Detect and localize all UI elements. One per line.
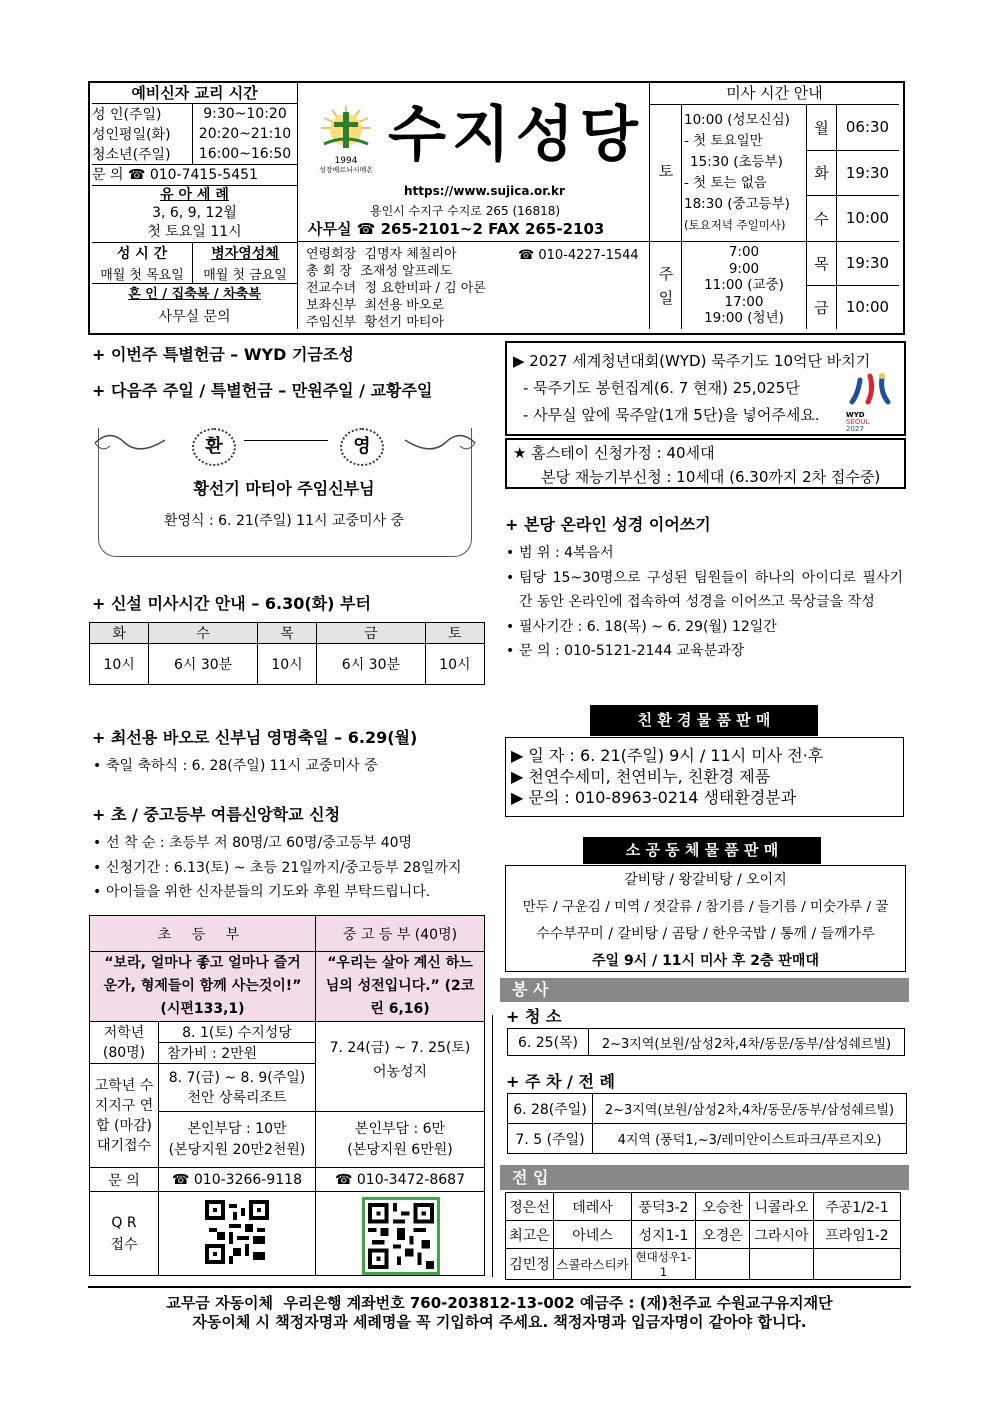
new-mass-title: + 신설 미사시간 안내 – 6.30(화) 부터 (92, 594, 371, 613)
list-item: • 필사기간 : 6. 18(목) ~ 6. 29(월) 12일간 (503, 615, 903, 640)
homestay-line: ★ 홈스테이 신청가정 : 40세대 (513, 444, 715, 462)
mass-title: 미사 시간 안내 (650, 83, 899, 105)
schedule-time: 9:30~10:20 (203, 106, 287, 122)
bible-title: + 본당 온라인 성경 이어쓰기 (505, 515, 711, 534)
wedding-contact: 사무실 문의 (158, 309, 231, 325)
staff-row: 전교수녀 정 요한비파 / 김 아론 (306, 281, 486, 296)
schedule-label: 청소년(주일) (92, 144, 193, 164)
baptism-months: 3, 6, 9, 12월 (152, 205, 237, 221)
homestay-line: 본당 재능기부신청 : 10세대 (6.30까지 2차 접수중) (541, 468, 881, 486)
camp-table: 초 등 부 중 고 등 부 (40명) “보라, 얼마나 좋고 얼마나 즐거운가, 형제들이 함께 사는것이!” (시편133,1) “우리는 살아 계신 하느님의 성전입니다.” (2코린 6,16) 저학년 (80명) 8. 1(토) 수지성당 참가비 : 2만원 7. 24(금) ~ 7. 25(토) 어농성지 고학년 수지지구 연합 (마감) 대기접수 8. 7(금) ~ 8. 9(주일) 천안 상록리조트 본인부담 : 10만 (본당지원 20만2천원) 본인부담 : 6만 (본당지원 6만원) 문 의 ☎ 010-3266-9118 ☎ 010-3472-8687 Q R 접수 (89, 915, 485, 1276)
footer-line2: 자동이체 시 책정자명과 세례명을 꼭 기입하여 주세요. 책정자명과 입금자명이 같아야 합니다. (192, 1313, 807, 1331)
saturday-label: 토 (658, 162, 674, 180)
staff-phone: ☎ 010-4227-1544 (518, 248, 639, 263)
divider (297, 83, 298, 329)
confession-title: 성 시 간 (92, 243, 193, 263)
eco-title: 친 환 경 물 품 판 매 (590, 705, 818, 736)
office-phone: 사무실 ☎ 265-2101~2 FAX 265-2103 (308, 220, 605, 238)
confession-time: 매월 첫 목요일 (92, 263, 193, 283)
service-title: 봉 사 (500, 978, 909, 1002)
camp-title: + 초 / 중고등부 여름신앙학교 신청 (92, 805, 341, 824)
schedule-time: 20:20~21:10 (198, 126, 292, 142)
divider (650, 241, 807, 242)
welcome-right-char: 영 (340, 428, 384, 466)
sick-title: 병자영성체 (211, 246, 279, 262)
sunday-label: 주일 (658, 265, 674, 307)
divider (297, 241, 649, 242)
welcome-text: 환영식 : 6. 21(주일) 11시 교중미사 중 (163, 513, 405, 529)
divider (649, 83, 650, 329)
wyd-logo-text: WYD (846, 411, 865, 419)
wedding-title: 혼 인 / 집축복 / 차축복 (92, 283, 297, 306)
cleaning-table: 6. 25(목) 2~3지역(보원/삼성2차,4차/동문/동부/삼성쉐르빌) (507, 1028, 905, 1056)
ribbon-left-icon (90, 428, 170, 458)
list-item: • 문 의 : 010-5121-2144 교육분과장 (503, 639, 903, 664)
list-item: • 팀당 15~30명으로 구성된 팀원들이 하나의 아이디로 필사기간 동안 온라인에 접속하여 성경을 이어쓰고 묵상글을 작성 (503, 566, 903, 615)
baptism-title: 유 아 세 례 (160, 187, 229, 203)
divider (88, 1286, 911, 1288)
special-offering: + 이번주 특별헌금 – WYD 기금조성 (92, 345, 354, 364)
bible-list (503, 541, 903, 664)
church-name: 수지성당 (388, 100, 644, 170)
new-mass-table: 화 수 목 금 토 10시 6시 30분 10시 6시 30분 10시 (89, 622, 485, 685)
divider (492, 1015, 493, 1277)
address: 용인시 수지구 수지로 265 (16818) (370, 204, 561, 218)
divider (244, 440, 328, 441)
website: https://www.sujica.or.kr (404, 184, 565, 198)
list-item: • 선 착 순 : 초등부 저 80명/고 60명/중고등부 40명 (90, 831, 462, 856)
eco-lines: ▶ 일 자 : 6. 21(주일) 9시 / 11시 미사 전·후 ▶ 천연수세미, 천연비누, 친환경 제품 ▶ 문의 : 010-8963-0214 생태환경분과 (511, 746, 824, 807)
catechism-box (92, 83, 297, 328)
list-item: • 아이들을 위한 신자분들의 기도와 후원 부탁드립니다. (90, 880, 462, 905)
schedule-time: 16:00~16:50 (198, 146, 292, 162)
parking-title: + 주 차 / 전 례 (506, 1072, 615, 1091)
baptism-day: 첫 토요일 11시 (92, 222, 297, 243)
wyd-logo-year: 2027 (846, 425, 864, 433)
catechism-title: 예비신자 교리 시간 (92, 83, 297, 104)
camp-list (90, 831, 462, 905)
wyd-logo-city: SEOUL (846, 418, 870, 426)
next-sunday: + 다음주 주일 / 특별헌금 – 만원주일 / 교황주일 (92, 381, 433, 400)
feast-list (90, 754, 378, 779)
community-title: 소 공 동 체 물 품 판 매 (583, 837, 821, 864)
schedule-label: 성 인(주일) (92, 104, 193, 124)
logo-year: 1994 (334, 156, 358, 166)
community-lines: 갈비탕 / 왕갈비탕 / 오이지 만두 / 구운김 / 미역 / 젓갈류 / 참기름 / 들기름 / 미숫가루 / 꿀 수수부꾸미 / 갈비탕 / 곰탕 / 한우국밥 / 통깨 / 들깨가루 주일 9시 / 11시 미사 후 2층 판매대 (522, 872, 889, 969)
qr-code-middle-high[interactable] (362, 1197, 440, 1275)
list-item: • 범 위 : 4복음서 (503, 541, 903, 566)
wyd-logo (846, 372, 898, 433)
wyd-line: - 묵주기도 봉헌집계(6. 7 현재) 25,025단 (523, 379, 800, 397)
sunday-times: 7:00 9:00 11:00 (교중) 17:00 19:00 (청년) (704, 244, 784, 326)
wyd-line: ▶ 2027 세계청년대회(WYD) 묵주기도 10억단 바치기 (513, 352, 871, 370)
staff-row: 총 회 장 조재성 알프레도 (306, 264, 453, 279)
footer-line1: 교무금 자동이체 우리은행 계좌번호 760-203812-13-002 예금주 : (재)천주교 수원교구유지재단 (166, 1294, 833, 1312)
wyd-line: - 사무실 앞에 묵주알(1개 5단)을 넣어주세요. (523, 406, 820, 424)
catechism-contact: 문 의 ☎ 010-7415-5451 (92, 164, 297, 186)
church-logo (316, 104, 376, 174)
saturday-times: 10:00 (성모신심) - 첫 토요일만 15:30 (초등부) - 첫 토는 없음 18:30 (중고등부) (토요저녁 주일미사) (684, 112, 790, 232)
weekday-table: 월 06:30 화 19:30 수 10:00 목 19:30 금 10:00 (807, 105, 899, 329)
parking-table: 6. 28(주일) 2~3지역(보원/삼성2차,4차/동문/동부/삼성쉐르빌) 7. 5 (주일) 4지역 (풍덕1,~3/레미안이스트파크/푸르지오) (507, 1093, 907, 1154)
schedule-label: 성인평일(화) (92, 124, 193, 144)
welcome-name: 황선기 마티아 주임신부님 (193, 479, 375, 498)
feast-title: + 최선용 바오로 신부님 영명축일 – 6.29(월) (92, 728, 418, 747)
logo-caption: 성장베르뇌시메온 (318, 166, 374, 174)
cleaning-title: + 청 소 (506, 1007, 562, 1026)
transfer-table: 정은선 데레사 풍덕3-2 오승찬 니콜라오 주공1/2-1 최고은 아네스 성지1-1 오경은 그라시아 프라임1-2 김민정 스콜라스티카 현대성우1-1 (505, 1192, 901, 1280)
transfer-title: 전 입 (500, 1165, 909, 1190)
staff-row: 보좌신부 최선용 바오로 (306, 298, 444, 313)
staff-row: 연령회장 김명자 체칠리아 (306, 247, 457, 262)
qr-code-elementary[interactable] (205, 1200, 269, 1264)
ribbon-right-icon (400, 428, 480, 458)
sick-time: 매월 첫 금요일 (203, 267, 287, 283)
staff-row: 주임신부 황선기 마티아 (306, 315, 444, 330)
staff-list (306, 246, 486, 331)
list-item: • 신청기간 : 6.13(토) ~ 초등 21일까지/중고등부 28일까지 (90, 856, 462, 881)
list-item: • 축일 축하식 : 6. 28(주일) 11시 교중미사 중 (90, 754, 378, 779)
welcome-left-char: 환 (192, 428, 236, 466)
